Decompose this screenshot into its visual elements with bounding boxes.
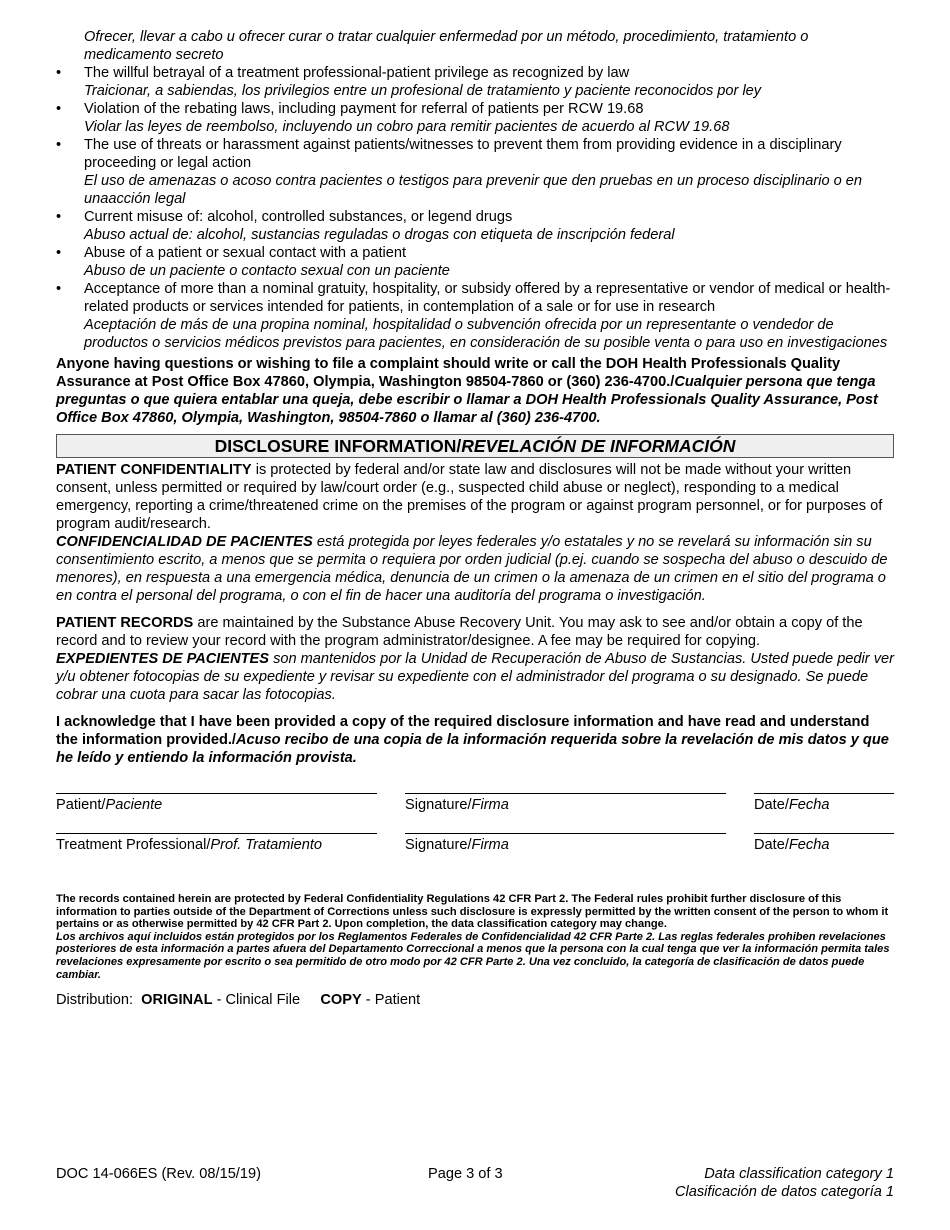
section-heading: DISCLOSURE INFORMATION/REVELACIÓN DE INFORMACIÓN bbox=[56, 434, 894, 458]
document-page bbox=[56, 28, 894, 1009]
patient-name-line[interactable]: Patient/Paciente bbox=[56, 793, 377, 814]
page-footer bbox=[56, 1165, 894, 1205]
bullet-icon: • bbox=[56, 137, 62, 153]
bullet-icon: • bbox=[56, 209, 62, 225]
patient-signature-line[interactable]: Signature/Firma bbox=[405, 793, 726, 814]
bullet-icon: • bbox=[56, 101, 62, 117]
signature-block bbox=[56, 793, 894, 893]
distribution-line: Distribution: ORIGINAL - Clinical File COPY - Patient bbox=[56, 992, 421, 1009]
violations-list bbox=[56, 64, 894, 352]
list-item: • Current misuse of: alcohol, controlled substances, or legend drugs Abuso actual de: alcohol, sustancias reguladas o drogas con etiqueta de inscripción federal bbox=[56, 209, 675, 243]
page-number: Page 3 of 3 bbox=[428, 1166, 503, 1182]
data-classification: Data classification category 1 Clasificación de datos categoría 1 bbox=[674, 1166, 894, 1200]
bullet-icon: • bbox=[56, 65, 62, 81]
professional-signature-line[interactable]: Signature/Firma bbox=[405, 833, 726, 854]
form-id: DOC 14-066ES (Rev. 08/15/19) bbox=[56, 1166, 261, 1182]
confidentiality-notice-en: The records contained herein are protected by Federal Confidentiality Regulations 42 CFR Part 2. The Federal rules prohibit further disclosure of this information to parties outside of the Department of Corrections unless such disclosure is expressly permitted by the written consent of the person to whom it pertains or as otherwise permitted by 42 CFR Part 2. Upon completion, the data classification category may change. bbox=[56, 893, 889, 931]
bullet-icon: • bbox=[56, 245, 62, 261]
list-item: • Violation of the rebating laws, including payment for referral of patients per RCW 19.68 Violar las leyes de reembolso, incluyendo un cobro para remitir pacientes de acuerdo al RCW 19.68 bbox=[56, 101, 730, 135]
acknowledgement: I acknowledge that I have been provided a copy of the required disclosure information and have read and understand the information provided./Acuso recibo de una copia de la información requerida sobre la revelación de mis datos y que he leído y entiendo la información provista. bbox=[56, 714, 889, 766]
bullet-icon: • bbox=[56, 281, 62, 297]
confidentiality-paragraph: PATIENT CONFIDENTIALITY is protected by federal and/or state law and disclosures will not be made without your written consent, unless permitted or required by law/court order (e.g., suspected child abuse or neglect), responding to a medical emergency, reporting a crime/threatened crime on the premises of the program or against program personnel, or for purposes of program audit/research. CONFIDENCIALIDAD DE PACIENTES está protegida por leyes federales y/o estatales y no se revelará su información sin su consentimiento escrito, a menos que se permita o requiera por orden judicial (p.ej. cuando se sospecha del abuso o descuido de menores), en respuesta a una emergencia médica, denuncia de un crimen o la amenaza de un crimen en el sitio del programa o en contra el personal del programa, o con el fin de hacer una auditoría del programa o investigación. bbox=[56, 462, 888, 604]
confidentiality-notice-es: Los archivos aquí incluidos están protegidos por los Reglamentos Federales de Confidencialidad 42 CFR Parte 2. Las reglas federales prohiben revelaciones posteriores de esta información a partes afuera del Departamento Correccional a menos que la persona con la cual tenga que ver la información permita tales revelaciones expresamente por escrito o sea permitido de otro modo por 42 CFR Parte 2. Una vez concluido, la categoría de clasificación de datos puede cambiar. bbox=[56, 930, 890, 981]
complaint-contact: Anyone having questions or wishing to file a complaint should write or call the DOH Health Professionals Quality Assurance at Post Office Box 47860, Olympia, Washington 98504-7860 or (360) 236-4700./Cualquier persona que tenga preguntas o que quiera entablar una queja, debe escribir o llamar a DOH Health Professionals Quality Assurance, Post Office Box 47860, Olympia, Washington, 98504-7860 o llamar al (360) 236-4700. bbox=[56, 356, 878, 426]
professional-date-line[interactable]: Date/Fecha bbox=[754, 833, 894, 854]
list-item: • The use of threats or harassment against patients/witnesses to prevent them from providing evidence in a disciplinary proceeding or legal action El uso de amenazas o acoso contra pacientes o testigos para prevenir que den pruebas en un proceso disciplinario o en unaacción legal bbox=[56, 137, 863, 207]
list-item: • Abuse of a patient or sexual contact with a patient Abuso de un paciente o contacto sexual con un paciente bbox=[56, 245, 450, 279]
treatment-professional-line[interactable]: Treatment Professional/Prof. Tratamiento bbox=[56, 833, 377, 854]
list-item: • The willful betrayal of a treatment professional-patient privilege as recognized by law Traicionar, a sabiendas, los privilegios entre un profesional de tratamiento y paciente reconocidos por ley bbox=[56, 65, 762, 99]
list-item-continuation: Ofrecer, llevar a cabo u ofrecer curar o tratar cualquier enfermedad por un método, procedimiento, tratamiento o medicamento secreto bbox=[84, 29, 809, 63]
list-item: • Acceptance of more than a nominal gratuity, hospitality, or subsidy offered by a representative or vendor of medical or health-related products or services intended for patients, in contemplation of a sale or for use in research Aceptación de más de una propina nominal, hospitalidad o subvención ofrecida por un representante o vendedor de productos o servicios médicos previstos para pacientes, en consideración de su posible venta o para uso en investigaciones bbox=[56, 281, 891, 351]
patient-date-line[interactable]: Date/Fecha bbox=[754, 793, 894, 814]
records-paragraph: PATIENT RECORDS are maintained by the Substance Abuse Recovery Unit. You may ask to see and/or obtain a copy of the record and to review your record with the program administrator/designee. A fee may be required for copying. EXPEDIENTES DE PACIENTES son mantenidos por la Unidad de Recuperación de Abuso de Sustancias. Usted puede pedir ver y/u obtener fotocopias de su expediente y revisar su expediente con el administrador del programa o su designado. Se puede cobrar una cuota para sacar las fotocopias. bbox=[56, 615, 894, 703]
